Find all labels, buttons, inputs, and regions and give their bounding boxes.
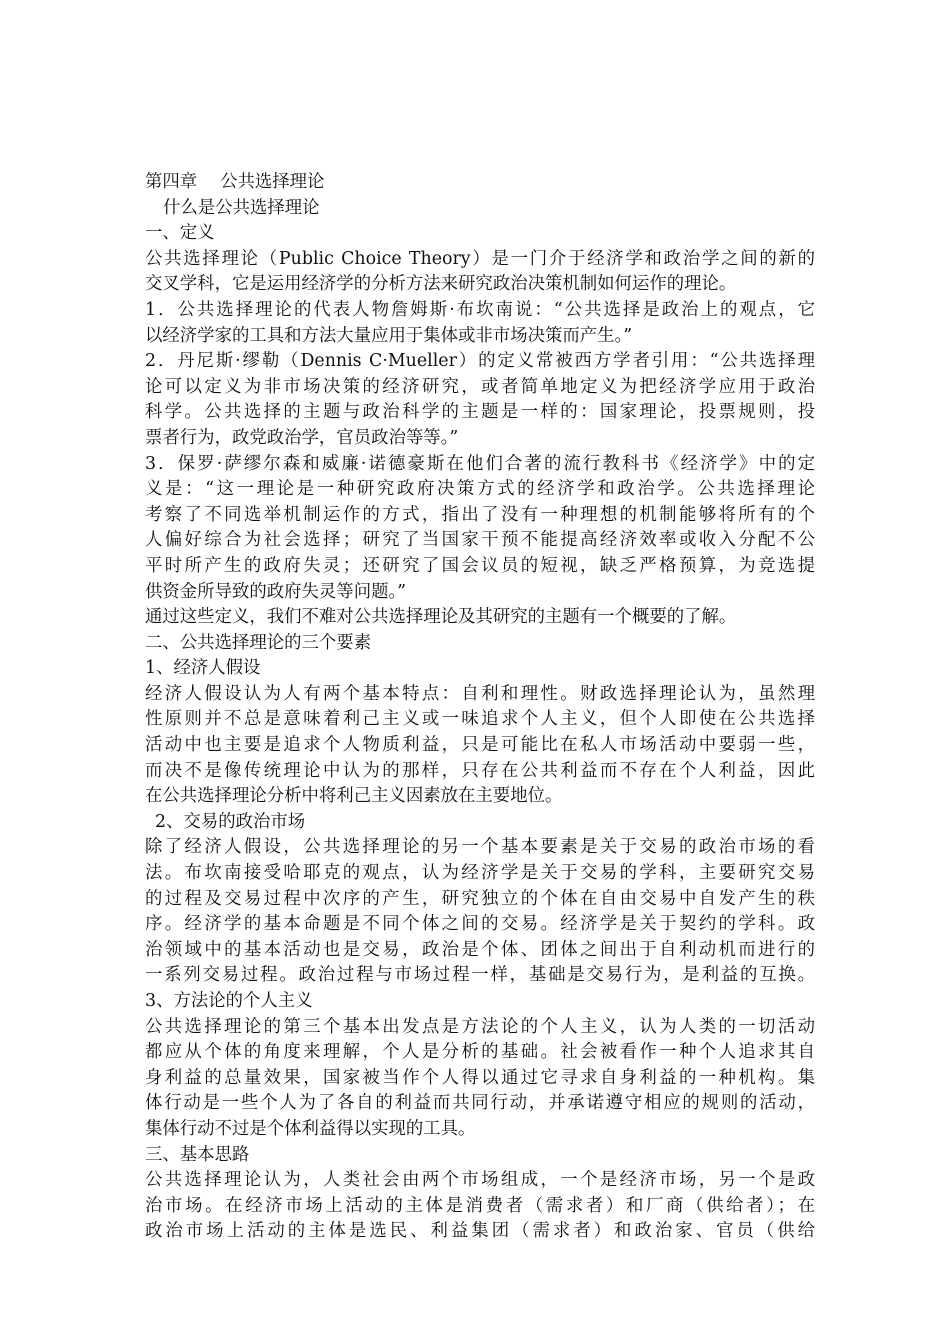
paragraph-line: 活动中也主要是追求个人物质利益，只是可能比在私人市场活动中要弱一些， [145,735,815,756]
paragraph-line: 平时所产生的政府失灵；还研究了国会议员的短视，缺乏严格预算，为竞选提 [145,555,815,576]
paragraph-line: 序。经济学的基本命题是不同个体之间的交易。经济学是关于契约的学科。政 [145,914,815,935]
section-heading: 一、定义 [145,223,215,244]
paragraph-line: 供资金所导致的政府失灵等问题。” [145,581,407,602]
paragraph-line: 公共选择理论（Public Choice Theory）是一门介于经济学和政治学之间的新的 [145,248,815,269]
paragraph-line: 集体行动不过是个体利益得以实现的工具。 [145,1118,476,1139]
section-subtitle: 什么是公共选择理论 [163,197,320,218]
paragraph-line: 政治市场上活动的主体是选民、利益集团（需求者）和政治家、官员（供给 [145,1221,815,1242]
paragraph-line: 都应从个体的角度来理解，个人是分析的基础。社会被看作一种个人追求其自 [145,1042,815,1063]
paragraph-line: 一系列交易过程。政治过程与市场过程一样，基础是交易行为，是利益的互换。 [145,965,815,986]
chapter-title: 第四章 公共选择理论 [145,172,325,192]
subsection-heading: 1、经济人假设 [145,658,261,679]
paragraph-line: 身利益的总量效果，国家被当作个人得以通过它寻求自身利益的一种机构。集 [145,1067,815,1088]
paragraph-line: 3．保罗·萨缪尔森和威廉·诺德豪斯在他们合著的流行教科书《经济学》中的定 [145,453,815,474]
subsection-heading: 2、交易的政治市场 [155,811,306,832]
section-heading: 二、公共选择理论的三个要素 [145,632,372,653]
paragraph-line: 治领域中的基本活动也是交易，政治是个体、团体之间出于自利动机而进行的 [145,939,815,960]
paragraph-line: 交叉学科，它是运用经济学的分析方法来研究政治决策机制如何运作的理论。 [145,274,737,295]
paragraph-line: 的过程及交易过程中次序的产生，研究独立的个体在自由交易中自发产生的秩 [145,888,815,909]
document-page [145,170,815,1245]
paragraph-line: 公共选择理论的第三个基本出发点是方法论的个人主义，认为人类的一切活动 [145,1016,815,1037]
paragraph-line: 以经济学家的工具和方法大量应用于集体或非市场决策而产生。” [145,325,633,346]
paragraph-line: 除了经济人假设，公共选择理论的另一个基本要素是关于交易的政治市场的看 [145,837,815,858]
subsection-heading: 3、方法论的个人主义 [145,991,313,1011]
paragraph-line: 而决不是像传统理论中认为的那样，只存在公共利益而不存在个人利益，因此 [145,760,815,781]
paragraph-line: 1．公共选择理论的代表人物詹姆斯·布坎南说：“公共选择是政治上的观点，它 [145,299,815,320]
paragraph-line: 在公共选择理论分析中将利己主义因素放在主要地位。 [145,786,563,807]
paragraph-line: 经济人假设认为人有两个基本特点：自利和理性。财政选择理论认为，虽然理 [145,683,815,704]
paragraph-line: 法。布坎南接受哈耶克的观点，认为经济学是关于交易的学科，主要研究交易 [145,863,815,884]
paragraph-line: 通过这些定义，我们不难对公共选择理论及其研究的主题有一个概要的了解。 [145,607,737,628]
paragraph-line: 治市场。在经济市场上活动的主体是消费者（需求者）和厂商（供给者）；在 [145,1195,815,1216]
paragraph-line: 票者行为，政党政治学，官员政治等等。” [145,427,459,448]
section-heading: 三、基本思路 [145,1144,250,1165]
paragraph-line: 人偏好综合为社会选择；研究了当国家干预不能提高经济效率或收入分配不公 [145,530,815,551]
paragraph-line: 性原则并不总是意味着利己主义或一味追求个人主义，但个人即使在公共选择 [145,709,815,730]
paragraph-line: 公共选择理论认为，人类社会由两个市场组成，一个是经济市场，另一个是政 [145,1170,815,1191]
paragraph-line: 体行动是一些个人为了各自的利益而共同行动，并承诺遵守相应的规则的活动， [145,1093,815,1114]
paragraph-line: 科学。公共选择的主题与政治科学的主题是一样的：国家理论，投票规则，投 [145,402,815,423]
paragraph-line: 论可以定义为非市场决策的经济研究，或者简单地定义为把经济学应用于政治 [145,376,815,397]
paragraph-line: 考察了不同选举机制运作的方式，指出了没有一种理想的机制能够将所有的个 [145,504,815,525]
paragraph-line: 义是：“这一理论是一种研究政府决策方式的经济学和政治学。公共选择理论 [145,479,815,500]
paragraph-line: 2．丹尼斯·缪勒（Dennis C·Mueller）的定义常被西方学者引用：“公共选择理 [145,351,815,372]
